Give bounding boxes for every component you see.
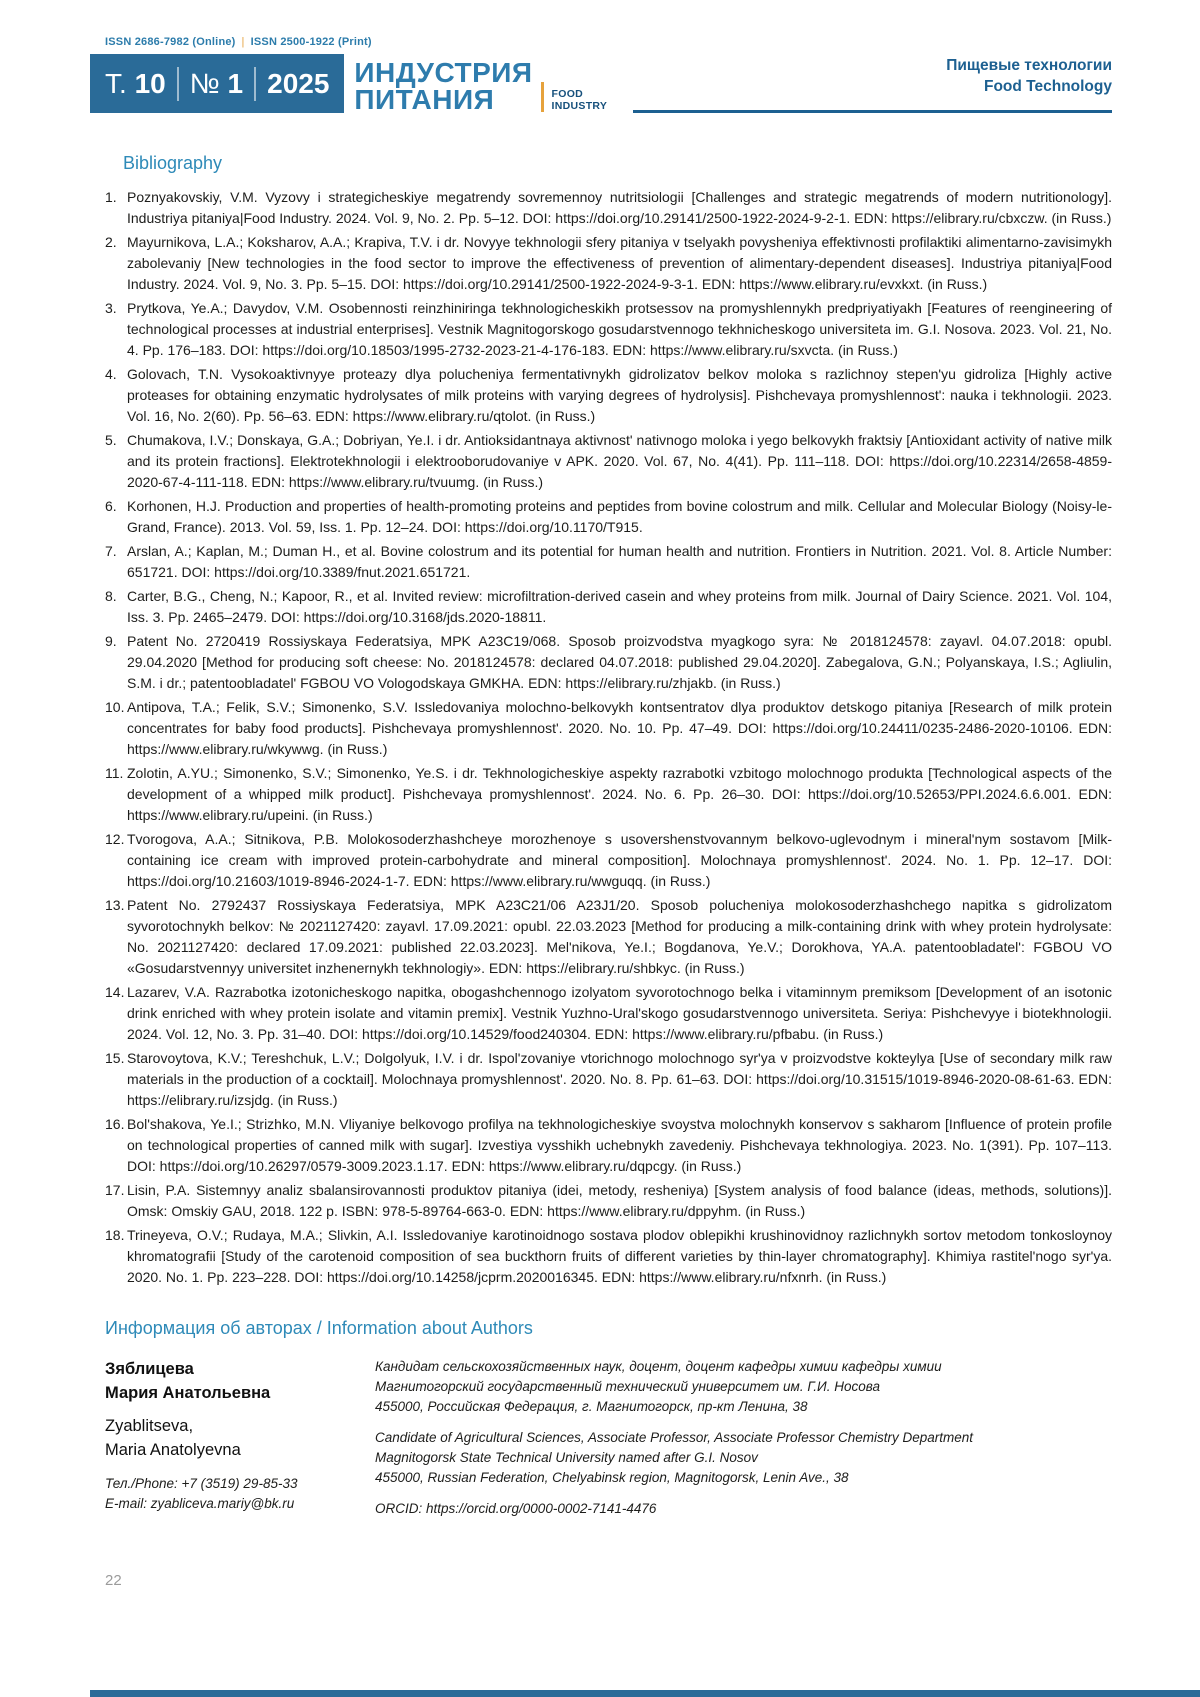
- volume-issue-badge: [90, 54, 344, 113]
- reference-item: Carter, B.G., Cheng, N.; Kapoor, R., et al. Invited review: microfiltration-derived casein and whey proteins from milk. Journal of Dairy Science. 2021. Vol. 104, Iss. 3. Pp. 2465–2479. DOI: https://doi.org/10.3168/jds.2020-18811.: [127, 588, 1112, 625]
- author-name-ru: [105, 1357, 375, 1405]
- author-contact: [105, 1474, 375, 1514]
- reference-item: Lazarev, V.A. Razrabotka izotonicheskogo napitka, obogashchennogo izolyatom syvorotochnogo belka i vitaminnym premiksom [Development of an isotonic drink enriched with whey protein isolate and vitamin premix]. Vestnik Yuzhno-Ural'skogo gosudarstvennogo universiteta. Seriya: Pishchevyye i biotekhnologii. 2024. Vol. 12, No. 3. Pp. 31–40. DOI: https://doi.org/10.14529/food240304. EDN: https://www.elibrary.ru/pfbabu. (in Russ.): [127, 984, 1112, 1042]
- author-email: E-mail: zyabliceva.mariy@bk.ru: [105, 1496, 295, 1511]
- author-name-en-line1: Zyablitseva,: [105, 1417, 194, 1435]
- issue-label: № 1: [189, 67, 244, 99]
- affiliation-ru: [375, 1357, 1112, 1417]
- page-number: 22: [105, 1572, 122, 1589]
- masthead: [90, 54, 1112, 113]
- affiliation-en-line2: Magnitogorsk State Technical University named after G.I. Nosov: [375, 1450, 758, 1465]
- reference-item: Prytkova, Ye.A.; Davydov, V.M. Osobennosti reinzhiniringa tekhnologicheskikh protsessov na promyshlennykh predpriyatiyakh [Features of reengineering of technological processes at industrial enterprises]. Vestnik Magnitogorskogo gosudarstvennogo tekhnicheskogo universiteta im. G.I. Nosova. 2023. Vol. 21, No. 4. Pp. 176–183. DOI: https://doi.org/10.18503/1995-2732-2023-21-4-176-183. EDN: https://www.elibrary.ru/sxvcta. (in Russ.): [127, 300, 1112, 358]
- journal-title-ru: [354, 59, 532, 113]
- section-title-ru: Пищевые технологии: [946, 57, 1112, 74]
- reference-item: Patent No. 2720419 Rossiyskaya Federatsiya, MPK A23C19/068. Sposob proizvodstva myagkogo syra: № 2018124578: zayavl. 04.07.2018: opubl. 29.04.2020 [Method for producing soft cheese: No. 2018124578: declared 04.07.2018: published 29.04.2020]. Zabegalova, G.N.; Polyanskaya, I.S.; Agliulin, S.M. i dr.; patentoobladatel' FGBOU VO Vologodskaya GMKHA. EDN: https://elibrary.ru/zhjakb. (in Russ.): [127, 633, 1112, 691]
- volume-label: Т. 10: [105, 67, 166, 99]
- divider: [254, 67, 256, 101]
- reference-item: Patent No. 2792437 Rossiyskaya Federatsiya, MPK A23C21/06 A23J1/20. Sposob polucheniya molokosoderzhashchego napitka s gidrolizatom syvorotochnykh belkov: № 2021127420: zayavl. 17.09.2021: opubl. 22.03.2023 [Method for producing a milk-containing drink with whey protein hydrolysate: No. 2021127420: declared 17.09.2021: published 22.03.2023]. Mel'nikova, Ye.I.; Bogdanova, Ye.V.; Dorokhova, YA.A. patentoobladatel': FGBOU VO «Gosudarstvennyy universitet inzhenernykh tekhnologiy». EDN: https://elibrary.ru/shbkyc. (in Russ.): [127, 897, 1112, 976]
- reference-item: Chumakova, I.V.; Donskaya, G.A.; Dobriyan, Ye.I. i dr. Antioksidantnaya aktivnost' nativnogo moloka i yego belkovykh fraktsiy [Antioxidant activity of native milk and its protein fractions]. Elektrotekhnologii i elektrooborudovaniye v APK. 2020. Vol. 67, No. 4(41). Pp. 111–118. DOI: https://doi.org/10.22314/2658-4859-2020-67-4-111-118. EDN: https://www.elibrary.ru/tvuumg. (in Russ.): [127, 432, 1112, 490]
- reference-item: Antipova, T.A.; Felik, S.V.; Simonenko, S.V. Issledovaniya molochno-belkovykh kontsentratov dlya produktov detskogo pitaniya [Research of milk protein concentrates for baby food products]. Pishchevaya promyshlennost'. 2020. No. 10. Pp. 47–49. DOI: https://doi.org/10.24411/0235-2486-2020-10106. EDN: https://www.elibrary.ru/wkywwg. (in Russ.): [127, 699, 1112, 757]
- author-name-en: [105, 1414, 375, 1462]
- author-phone: Тел./Phone: +7 (3519) 29-85-33: [105, 1476, 298, 1491]
- author-info: [105, 1357, 1112, 1519]
- author-name-en-line2: Maria Anatolyevna: [105, 1441, 241, 1459]
- reference-item: Trineyeva, O.V.; Rudaya, M.A.; Slivkin, A.I. Issledovaniye karotinoidnogo sostava plodov oblepikhi krushinovidnoy razlichnykh sortov metodom tonkosloynoy khromatografii [Study of the carotenoid composition of sea buckthorn fruits of different varieties by thin-layer chromatography]. Khimiya rastitel'nogo syr'ya. 2020. No. 1. Pp. 223–228. DOI: https://doi.org/10.14258/jcprm.2020016345. EDN: https://www.elibrary.ru/nfxnrh. (in Russ.): [127, 1227, 1112, 1285]
- affiliation-en-line3: 455000, Russian Federation, Chelyabinsk region, Magnitogorsk, Lenin Ave., 38: [375, 1470, 849, 1485]
- issn-separator: |: [241, 36, 245, 48]
- journal-title-ru-line1: ИНДУСТРИЯ: [354, 57, 533, 88]
- reference-item: Poznyakovskiy, V.M. Vyzovy i strategicheskiye megatrendy sovremennoy nutritsiologii [Challenges and strategic megatrends of modern nutritionology]. Industriya pitaniya|Food Industry. 2024. Vol. 9, No. 2. Pp. 5–12. DOI: https://doi.org/10.29141/2500-1922-2024-9-2-1. EDN: https://elibrary.ru/cbxczw. (in Russ.): [127, 189, 1112, 226]
- footer-bar: [90, 1690, 1200, 1697]
- journal-title-en: [552, 89, 608, 112]
- logo-divider: [541, 82, 544, 112]
- reference-item: Korhonen, H.J. Production and properties of health-promoting proteins and peptides from bovine colostrum and milk. Cellular and Molecular Biology (Noisy-le-Grand, France). 2013. Vol. 59, Iss. 1. Pp. 12–24. DOI: https://doi.org/10.1170/T915.: [127, 498, 1112, 535]
- journal-title-en-line2: INDUSTRY: [551, 99, 608, 112]
- reference-item: Lisin, P.A. Sistemnyy analiz sbalansirovannosti produktov pitaniya (idei, metody, resheniya) [System analysis of food balance (ideas, methods, solutions)]. Omsk: Omskiy GAU, 2018. 122 p. ISBN: 978-5-89764-663-0. EDN: https://www.elibrary.ru/dppyhm. (in Russ.): [127, 1182, 1112, 1219]
- reference-item: Mayurnikova, L.A.; Koksharov, A.A.; Krapiva, T.V. i dr. Novyye tekhnologii sfery pitaniya v tselyakh povysheniya effektivnosti profilaktiki alimentarno-zavisimykh zabolevaniy [New technologies in the food sector to improve the effectiveness of prevention of alimentary-dependent diseases]. Industriya pitaniya|Food Industry. 2024. Vol. 9, No. 3. Pp. 5–15. DOI: https://doi.org/10.29141/2500-1922-2024-9-3-1. EDN: https://www.elibrary.ru/evxkxt. (in Russ.): [127, 234, 1112, 292]
- reference-item: Zolotin, A.YU.; Simonenko, S.V.; Simonenko, Ye.S. i dr. Tekhnologicheskiye aspekty razrabotki vzbitogo molochnogo produkta [Technological aspects of the development of a whipped milk product]. Pishchevaya promyshlennost'. 2024. No. 6. Pp. 26–30. DOI: https://doi.org/10.52653/PPI.2024.6.6.001. EDN: https://www.elibrary.ru/upeini. (in Russ.): [127, 765, 1112, 823]
- bibliography-heading: Bibliography: [123, 153, 223, 173]
- author-name-ru-line1: Зяблицева: [105, 1360, 194, 1378]
- reference-item: Golovach, T.N. Vysokoaktivnyye proteazy dlya polucheniya fermentativnykh gidrolizatov belkov moloka s razlichnoy stepen'yu gidroliza [Highly active proteases for obtaining enzymatic hydrolysates of milk proteins with varying degrees of hydrolysis]. Pishchevaya promyshlennost': nauka i tekhnologii. 2023. Vol. 16, No. 2(60). Pp. 56–63. EDN: https://www.elibrary.ru/qtolot. (in Russ.): [127, 366, 1112, 424]
- issn-print: ISSN 2500-1922 (Print): [250, 36, 372, 48]
- section-title-en: Food Technology: [983, 78, 1112, 95]
- reference-list: [105, 187, 1112, 1288]
- authors-section-heading: Информация об авторах / Information about Authors: [105, 1318, 533, 1338]
- journal-title-en-line1: FOOD: [551, 88, 584, 100]
- affiliation-en-line1: Candidate of Agricultural Sciences, Associate Professor, Associate Professor Chemistry Department: [375, 1430, 974, 1445]
- year-label: 2025: [267, 67, 330, 99]
- journal-title-ru-line2: ПИТАНИЯ: [354, 84, 495, 115]
- issn-line: [105, 36, 1112, 48]
- issn-online: ISSN 2686-7982 (Online): [105, 36, 236, 48]
- affiliation-en: [375, 1428, 1112, 1488]
- reference-item: Arslan, A.; Kaplan, M.; Duman H., et al. Bovine colostrum and its potential for human health and nutrition. Frontiers in Nutrition. 2021. Vol. 8. Article Number: 651721. DOI: https://doi.org/10.3389/fnut.2021.651721.: [127, 543, 1112, 580]
- author-orcid: ORCID: https://orcid.org/0000-0002-7141-4476: [375, 1501, 657, 1516]
- author-affiliation: [375, 1357, 1112, 1519]
- reference-item: Tvorogova, A.A.; Sitnikova, P.B. Molokosoderzhashcheye morozhenoye s usovershenstvovannym belkovo-uglevodnym i mineral'nym sostavom [Milk-containing ice cream with improved protein-carbohydrate and mineral composition]. Molochnaya promyshlennost'. 2024. No. 1. Pp. 12–17. DOI: https://doi.org/10.21603/1019-8946-2024-1-7. EDN: https://www.elibrary.ru/wwguqq. (in Russ.): [127, 831, 1112, 889]
- author-names: [105, 1357, 375, 1519]
- reference-item: Starovoytova, K.V.; Tereshchuk, L.V.; Dolgolyuk, I.V. i dr. Ispol'zovaniye vtorichnogo molochnogo syr'ya v proizvodstve kokteylya [Use of secondary milk raw materials in the production of a cocktail]. Molochnaya promyshlennost'. 2020. No. 8. Pp. 61–63. DOI: https://doi.org/10.31515/1019-8946-2020-08-61-63. EDN: https://elibrary.ru/izsjdg. (in Russ.): [127, 1050, 1112, 1108]
- author-name-ru-line2: Мария Анатольевна: [105, 1384, 271, 1402]
- journal-logo: [354, 54, 607, 113]
- section-header: [633, 54, 1112, 113]
- divider: [177, 67, 179, 101]
- affiliation-ru-line3: 455000, Российская Федерация, г. Магнитогорск, пр-кт Ленина, 38: [375, 1399, 808, 1414]
- affiliation-ru-line1: Кандидат сельскохозяйственных наук, доцент, доцент кафедры химии кафедры химии: [375, 1359, 942, 1374]
- affiliation-ru-line2: Магнитогорский государственный технический университет им. Г.И. Носова: [375, 1379, 880, 1394]
- reference-item: Bol'shakova, Ye.I.; Strizhko, M.N. Vliyaniye belkovogo profilya na tekhnologicheskiye svoystva molochnykh konservov s sakharom [Influence of protein profile on technological properties of canned milk with sugar]. Izvestiya vysshikh uchebnykh zavedeniy. Pishchevaya tekhnologiya. 2023. No. 1(391). Pp. 107–113. DOI: https://doi.org/10.26297/0579-3009.2023.1.17. EDN: https://www.elibrary.ru/dqpcgy. (in Russ.): [127, 1116, 1112, 1174]
